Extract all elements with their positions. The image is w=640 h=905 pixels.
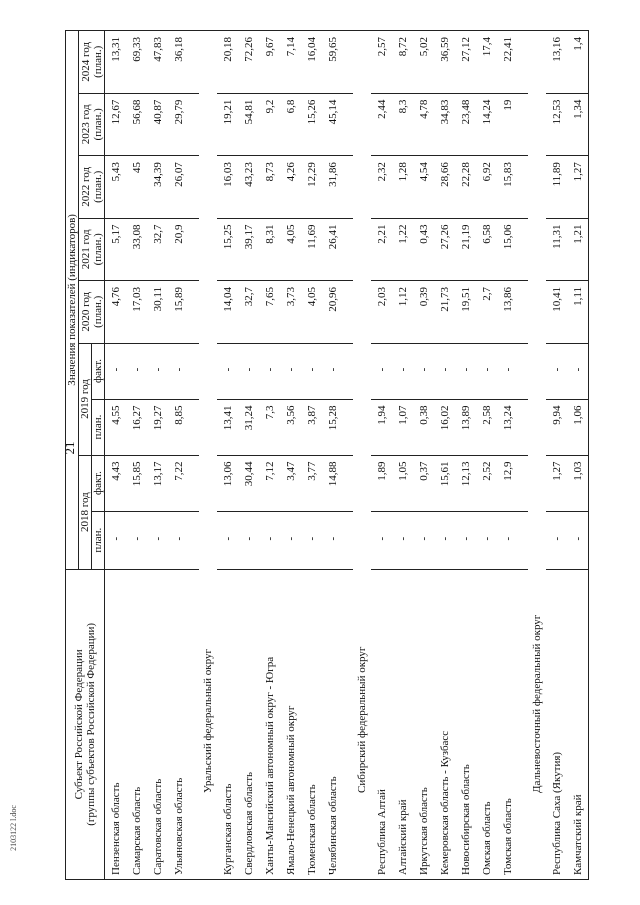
value-cell: - [168, 511, 189, 569]
value-cell: 13,17 [147, 455, 168, 511]
value-cell: 4,05 [301, 281, 322, 343]
value-cell: 1,07 [392, 399, 413, 455]
value-cell: - [371, 511, 392, 569]
value-cell: 1,03 [567, 455, 589, 511]
spacer-cell [518, 281, 528, 343]
year-2023-sub: (план.) [91, 108, 104, 141]
table-row [497, 31, 518, 880]
value-cell: 0,39 [413, 281, 434, 343]
value-cell: 27,26 [434, 218, 455, 280]
subject-name-cell: Ульяновская область [168, 569, 189, 879]
value-cell: 15,26 [301, 93, 322, 155]
spacer-cell [343, 93, 353, 155]
value-cell: 16,03 [217, 156, 238, 218]
spacer-cell [189, 281, 199, 343]
value-cell: 15,25 [217, 218, 238, 280]
value-cell: 36,59 [434, 31, 455, 94]
page-number: 21 [62, 441, 77, 455]
subject-name-cell: Республика Саха (Якутия) [546, 569, 567, 879]
district-title: Уральский федеральный округ [199, 31, 217, 880]
value-cell: 15,89 [168, 281, 189, 343]
value-cell: - [413, 511, 434, 569]
spacer-cell [189, 156, 199, 218]
value-cell: 4,05 [280, 218, 301, 280]
spacer-cell [343, 156, 353, 218]
value-cell: 1,4 [567, 31, 589, 94]
value-cell: - [280, 343, 301, 399]
value-cell: 13,06 [217, 455, 238, 511]
table-row [413, 31, 434, 880]
value-cell: 4,43 [105, 455, 127, 511]
value-cell: - [301, 343, 322, 399]
value-cell: 15,85 [126, 455, 147, 511]
table-row [322, 31, 343, 880]
value-cell: 16,27 [126, 399, 147, 455]
value-cell: - [392, 511, 413, 569]
table-row [434, 31, 455, 880]
value-cell: 4,55 [105, 399, 127, 455]
value-cell: 8,85 [168, 399, 189, 455]
table-row [168, 31, 189, 880]
value-cell: - [147, 511, 168, 569]
year-2021-sub: (план.) [91, 233, 104, 266]
value-cell: 30,11 [147, 281, 168, 343]
value-cell: 16,04 [301, 31, 322, 94]
rotated-table-container [65, 30, 585, 880]
value-cell: - [168, 343, 189, 399]
value-cell: 15,28 [322, 399, 343, 455]
value-cell: - [434, 343, 455, 399]
value-cell: - [238, 343, 259, 399]
spacer-cell [189, 31, 199, 94]
value-cell: - [476, 511, 497, 569]
value-cell: 34,83 [434, 93, 455, 155]
table-row [301, 31, 322, 880]
value-cell: 7,12 [259, 455, 280, 511]
value-cell: 1,11 [567, 281, 589, 343]
value-cell: 14,24 [476, 93, 497, 155]
value-cell: 1,34 [567, 93, 589, 155]
value-cell: 20,9 [168, 218, 189, 280]
fact-2018-header: факт. [92, 455, 105, 511]
spacer-cell [189, 569, 199, 879]
value-cell: 1,05 [392, 455, 413, 511]
value-cell: 29,79 [168, 93, 189, 155]
value-cell: 14,04 [217, 281, 238, 343]
value-cell: 22,28 [455, 156, 476, 218]
value-cell: 31,24 [238, 399, 259, 455]
value-cell: 17,4 [476, 31, 497, 94]
value-cell: 2,21 [371, 218, 392, 280]
value-cell: 59,65 [322, 31, 343, 94]
indicators-table [65, 30, 589, 880]
value-cell: 13,41 [217, 399, 238, 455]
value-cell: 45 [126, 156, 147, 218]
table-row [476, 31, 497, 880]
value-cell: 69,33 [126, 31, 147, 94]
value-cell: 14,88 [322, 455, 343, 511]
spacer-cell [189, 93, 199, 155]
value-cell: - [455, 511, 476, 569]
table-row [392, 31, 413, 880]
table-row [280, 31, 301, 880]
value-cell: 23,48 [455, 93, 476, 155]
value-cell: 1,27 [567, 156, 589, 218]
year-2024-sub: (план.) [91, 45, 104, 78]
value-cell: 8,72 [392, 31, 413, 94]
value-cell: 13,86 [497, 281, 518, 343]
year-2021-header [79, 218, 105, 280]
value-cell: - [567, 511, 589, 569]
value-cell: 0,38 [413, 399, 434, 455]
value-cell: - [497, 343, 518, 399]
table-row [455, 31, 476, 880]
value-cell: - [217, 511, 238, 569]
value-cell: 30,44 [238, 455, 259, 511]
value-cell: - [301, 511, 322, 569]
value-cell: - [455, 343, 476, 399]
values-header: Значения показателей (индикаторов) [66, 31, 79, 570]
table-row [546, 31, 567, 880]
value-cell: 3,87 [301, 399, 322, 455]
year-2020-sub: (план.) [91, 295, 104, 328]
table-row [371, 31, 392, 880]
value-cell: 13,24 [497, 399, 518, 455]
value-cell: 9,67 [259, 31, 280, 94]
value-cell: 16,02 [434, 399, 455, 455]
value-cell: 31,86 [322, 156, 343, 218]
value-cell: 32,7 [147, 218, 168, 280]
value-cell: 1,27 [546, 455, 567, 511]
value-cell: - [238, 511, 259, 569]
value-cell: 0,37 [413, 455, 434, 511]
value-cell: 26,07 [168, 156, 189, 218]
value-cell: 8,31 [259, 218, 280, 280]
value-cell: 13,16 [546, 31, 567, 94]
district-title: Сибирский федеральный округ [353, 31, 371, 880]
year-2024-label: 2024 год [79, 41, 92, 82]
value-cell: 1,06 [567, 399, 589, 455]
value-cell: 5,02 [413, 31, 434, 94]
value-cell: 21,73 [434, 281, 455, 343]
value-cell: 11,89 [546, 156, 567, 218]
value-cell: 19,21 [217, 93, 238, 155]
value-cell: 9,94 [546, 399, 567, 455]
value-cell: 27,12 [455, 31, 476, 94]
table-row [126, 31, 147, 880]
table-row [259, 31, 280, 880]
value-cell: - [413, 343, 434, 399]
subject-name-cell: Тюменская область [301, 569, 322, 879]
value-cell: 11,31 [546, 218, 567, 280]
value-cell: - [392, 343, 413, 399]
value-cell: 22,41 [497, 31, 518, 94]
value-cell: 7,65 [259, 281, 280, 343]
value-cell: 2,03 [371, 281, 392, 343]
table-row [238, 31, 259, 880]
spacer-cell [189, 511, 199, 569]
subject-name-cell: Камчатский край [567, 569, 589, 879]
district-heading-row [353, 31, 371, 880]
value-cell: 19,27 [147, 399, 168, 455]
value-cell: 7,22 [168, 455, 189, 511]
subject-header-line1: Субъект Российской Федерации [73, 649, 85, 800]
value-cell: 3,56 [280, 399, 301, 455]
table-row [147, 31, 168, 880]
spacer-cell [518, 399, 528, 455]
spacer-cell [343, 399, 353, 455]
subject-name-cell: Пензенская область [105, 569, 127, 879]
spacer-cell [518, 218, 528, 280]
value-cell: - [126, 511, 147, 569]
spacer-row [518, 31, 528, 880]
year-2024-header [79, 31, 105, 94]
value-cell: 72,26 [238, 31, 259, 94]
subject-name-cell: Саратовская область [147, 569, 168, 879]
value-cell: 19 [497, 93, 518, 155]
value-cell: - [476, 343, 497, 399]
value-cell: 7,14 [280, 31, 301, 94]
value-cell: 40,87 [147, 93, 168, 155]
spacer-cell [189, 218, 199, 280]
year-2020-header [79, 281, 105, 343]
subject-name-cell: Иркутская область [413, 569, 434, 879]
value-cell: 33,08 [126, 218, 147, 280]
value-cell: - [147, 343, 168, 399]
value-cell: - [126, 343, 147, 399]
value-cell: 4,26 [280, 156, 301, 218]
spacer-cell [343, 569, 353, 879]
spacer-cell [189, 343, 199, 399]
spacer-cell [343, 511, 353, 569]
value-cell: 21,19 [455, 218, 476, 280]
value-cell: 6,92 [476, 156, 497, 218]
value-cell: 56,68 [126, 93, 147, 155]
value-cell: 9,2 [259, 93, 280, 155]
value-cell: - [434, 511, 455, 569]
value-cell: 2,32 [371, 156, 392, 218]
value-cell: 28,66 [434, 156, 455, 218]
value-cell: 43,23 [238, 156, 259, 218]
spacer-cell [518, 511, 528, 569]
value-cell: 12,9 [497, 455, 518, 511]
spacer-cell [343, 343, 353, 399]
value-cell: 2,52 [476, 455, 497, 511]
subject-name-cell: Курганская область [217, 569, 238, 879]
spacer-cell [189, 455, 199, 511]
spacer-cell [518, 455, 528, 511]
value-cell: 1,22 [392, 218, 413, 280]
value-cell: - [259, 511, 280, 569]
value-cell: 15,83 [497, 156, 518, 218]
table-body [105, 31, 589, 880]
spacer-cell [189, 399, 199, 455]
subject-name-cell: Челябинская область [322, 569, 343, 879]
value-cell: 8,3 [392, 93, 413, 155]
value-cell: 17,03 [126, 281, 147, 343]
value-cell: - [322, 343, 343, 399]
subject-name-cell: Ямало-Ненецкий автономный округ [280, 569, 301, 879]
subject-name-cell: Кемеровская область - Кузбасс [434, 569, 455, 879]
subject-column-header [66, 569, 105, 879]
value-cell: 12,53 [546, 93, 567, 155]
district-heading-row [199, 31, 217, 880]
spacer-cell [518, 569, 528, 879]
value-cell: 7,3 [259, 399, 280, 455]
value-cell: 15,06 [497, 218, 518, 280]
year-2022-header [79, 156, 105, 218]
value-cell: - [105, 343, 127, 399]
value-cell: 1,89 [371, 455, 392, 511]
year-2021-label: 2021 год [79, 229, 92, 270]
year-2020-label: 2020 год [79, 291, 92, 332]
subject-header-line2: (группы субъектов Российской Федерации) [85, 622, 97, 826]
value-cell: - [259, 343, 280, 399]
plan-2019-header: план. [92, 399, 105, 455]
table-row [105, 31, 127, 880]
spacer-row [189, 31, 199, 880]
value-cell: 15,61 [434, 455, 455, 511]
value-cell: 20,96 [322, 281, 343, 343]
spacer-cell [343, 31, 353, 94]
value-cell: 1,28 [392, 156, 413, 218]
value-cell: 11,69 [301, 218, 322, 280]
spacer-cell [518, 31, 528, 94]
value-cell: - [105, 511, 127, 569]
value-cell: - [546, 343, 567, 399]
value-cell: 36,18 [168, 31, 189, 94]
value-cell: 4,78 [413, 93, 434, 155]
value-cell: 26,41 [322, 218, 343, 280]
subject-name-cell: Новосибирская область [455, 569, 476, 879]
subject-name-cell: Ханты-Мансийский автономный округ - Югра [259, 569, 280, 879]
value-cell: 3,77 [301, 455, 322, 511]
year-2022-label: 2022 год [79, 166, 92, 207]
value-cell: 2,7 [476, 281, 497, 343]
subject-name-cell: Свердловская область [238, 569, 259, 879]
value-cell: - [371, 343, 392, 399]
value-cell: 54,81 [238, 93, 259, 155]
value-cell: - [217, 343, 238, 399]
value-cell: - [280, 511, 301, 569]
value-cell: - [546, 511, 567, 569]
value-cell: 6,58 [476, 218, 497, 280]
spacer-cell [343, 455, 353, 511]
value-cell: 19,51 [455, 281, 476, 343]
value-cell: 20,18 [217, 31, 238, 94]
subject-name-cell: Республика Алтай [371, 569, 392, 879]
value-cell: 2,58 [476, 399, 497, 455]
value-cell: 13,31 [105, 31, 127, 94]
value-cell: 12,67 [105, 93, 127, 155]
year-2022-sub: (план.) [91, 170, 104, 203]
subject-name-cell: Омская область [476, 569, 497, 879]
spacer-cell [518, 156, 528, 218]
value-cell: 10,41 [546, 281, 567, 343]
value-cell: 34,39 [147, 156, 168, 218]
value-cell: 2,44 [371, 93, 392, 155]
spacer-cell [343, 218, 353, 280]
plan-2018-header: план. [92, 511, 105, 569]
fact-2019-header: факт. [92, 343, 105, 399]
value-cell: 12,29 [301, 156, 322, 218]
year-2023-header [79, 93, 105, 155]
value-cell: 12,13 [455, 455, 476, 511]
value-cell: 47,83 [147, 31, 168, 94]
value-cell: 1,94 [371, 399, 392, 455]
value-cell: 13,89 [455, 399, 476, 455]
subject-name-cell: Самарская область [126, 569, 147, 879]
value-cell: - [497, 511, 518, 569]
district-heading-row [528, 31, 546, 880]
value-cell: 32,7 [238, 281, 259, 343]
year-2023-label: 2023 год [79, 104, 92, 145]
year-2019-header: 2019 год [79, 343, 92, 455]
value-cell: 6,8 [280, 93, 301, 155]
year-2018-header: 2018 год [79, 455, 92, 569]
spacer-cell [518, 93, 528, 155]
table-row [567, 31, 589, 880]
value-cell: 2,57 [371, 31, 392, 94]
value-cell: 45,14 [322, 93, 343, 155]
value-cell: 4,76 [105, 281, 127, 343]
value-cell: 5,43 [105, 156, 127, 218]
value-cell: 5,17 [105, 218, 127, 280]
value-cell: 1,12 [392, 281, 413, 343]
spacer-cell [518, 343, 528, 399]
value-cell: 3,73 [280, 281, 301, 343]
value-cell: 0,43 [413, 218, 434, 280]
subject-name-cell: Томская область [497, 569, 518, 879]
value-cell: - [322, 511, 343, 569]
spacer-cell [343, 281, 353, 343]
value-cell: 1,21 [567, 218, 589, 280]
district-title: Дальневосточный федеральный округ [528, 31, 546, 880]
table-row [217, 31, 238, 880]
value-cell: 8,73 [259, 156, 280, 218]
value-cell: 3,47 [280, 455, 301, 511]
subject-name-cell: Алтайский край [392, 569, 413, 879]
value-cell: 39,17 [238, 218, 259, 280]
value-cell: - [567, 343, 589, 399]
footer-doc-id: 2103122 l.doc [9, 805, 18, 851]
value-cell: 4,54 [413, 156, 434, 218]
spacer-row [343, 31, 353, 880]
